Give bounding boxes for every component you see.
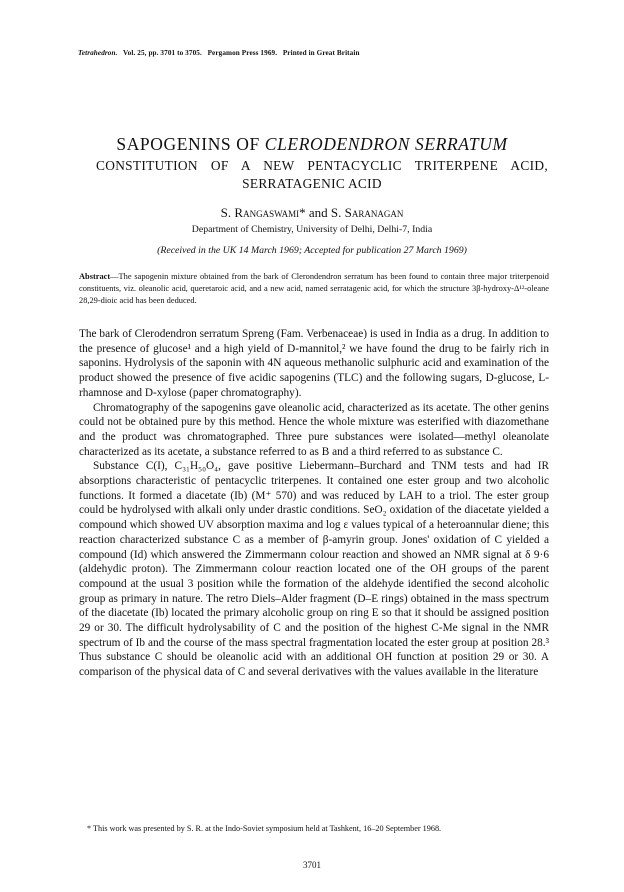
journal-header	[78, 49, 360, 57]
paragraph-2: Chromatography of the sapogenins gave oleanolic acid, characterized as its acetate. The other genins could not be obtained pure by this method. Hence the whole mixture was esterified with diazomethane and the product was chromatographed. Three pure substances were isolated—methyl oleanolate characterized as its acetate, a substance referred to as B and a third referred to as substance C.	[79, 401, 549, 458]
journal-name: Tetrahedron.	[78, 49, 118, 57]
paper-subtitle-line2: SERRATAGENIC ACID	[242, 176, 382, 191]
journal-printed: Printed in Great Britain	[282, 49, 360, 57]
paper-subtitle-line1: CONSTITUTION OF A NEW PENTACYCLIC TRITERPENE ACID,	[96, 158, 548, 173]
affiliation: Department of Chemistry, University of Delhi, Delhi-7, India	[191, 224, 433, 235]
author-2: S. Saranagan	[330, 205, 404, 220]
footnote-mark: *	[87, 824, 92, 833]
title-prefix: SAPOGENINS OF	[116, 134, 265, 154]
abstract-label: Abstract	[79, 272, 111, 281]
paragraph-3: Substance C(I), C₃₁H₅₀O₄, gave positive Liebermann–Burchard and TNM tests and had IR absorptions characteristic of pentacyclic triterpenes. It contained one ester group and two alcoholic functions. It formed a diacetate (Ib) (M⁺ 570) and was reduced by LAH to a triol. The ester group could be hydrolysed with alkali only under drastic conditions. SeO₂ oxidation of the diacetate yielded a compound which showed UV absorption maxima and log ε values typical of a heteroannular diene; this reaction characterized substance C as a member of β-amyrin group. Jones' oxidation of C yielded a compound (Id) which answered the Zimmermann colour reaction and showed an NMR signal at δ 9·6 (aldehydic proton). The Zimmermann colour reaction located one of the OH groups of the parent compound at the usual 3 position while the formation of the aldehyde identified the second alcoholic group as primary in nature. The retro Diels–Alder fragment (D–E rings) obtained in the mass spectrum of the diacetate (Ib) located the primary alcoholic group on ring E so that it should be assigned position 29 or 30. The difficult hydrolysability of C and the position of the highest C-Me signal in the NMR spectrum of Ib and the course of the mass spectral fragmentation located the ester group at position 28.³ Thus substance C should be oleanolic acid with an additional OH function at position 29 or 30. A comparison of the physical data of C and several derivatives with the values available in the literature	[79, 460, 549, 679]
author-and: and	[305, 205, 331, 220]
paragraph-1: The bark of Clerodendron serratum Spreng (Fam. Verbenaceae) is used in India as a drug. In addition to the presence of glucose¹ and a high yield of D-mannitol,² we have found the drug to be fairly rich in saponins. Hydrolysis of the saponin with 4N aqueous methanolic sulphuric acid and examination of the product showed the presence of five acidic sapogenins (TLC) and the following sugars, D-glucose, L-rhamnose and D-xylose (paper chromatography).	[79, 328, 549, 399]
author-list	[0, 205, 624, 221]
footnote-text: This work was presented by S. R. at the Indo-Soviet symposium held at Tashkent, 16–20 September 1968.	[91, 824, 442, 833]
received-dates: (Received in the UK 14 March 1969; Accepted for publication 27 March 1969)	[157, 245, 467, 256]
abstract	[79, 271, 549, 307]
page-number: 3701	[303, 860, 321, 870]
journal-publisher: Pergamon Press 1969.	[207, 49, 278, 57]
abstract-text: —The sapogenin mixture obtained from the bark of Clerondendron serratum has been found to contain three major triterpenoid constituents, viz. oleanolic acid, queretaroic acid, and a new acid, named serratagenic acid, for which the structure 3β-hydroxy-Δ¹²-oleane 28,29-dioic acid has been deduced.	[79, 272, 549, 305]
journal-citation: Vol. 25, pp. 3701 to 3705.	[123, 49, 202, 57]
author-1: S. Rangaswami	[220, 205, 300, 220]
title-species: CLERODENDRON SERRATUM	[264, 134, 508, 154]
footnote	[79, 823, 549, 834]
author-footnote-mark: *	[299, 205, 306, 220]
body-text	[79, 327, 549, 680]
paper-title	[0, 134, 624, 155]
